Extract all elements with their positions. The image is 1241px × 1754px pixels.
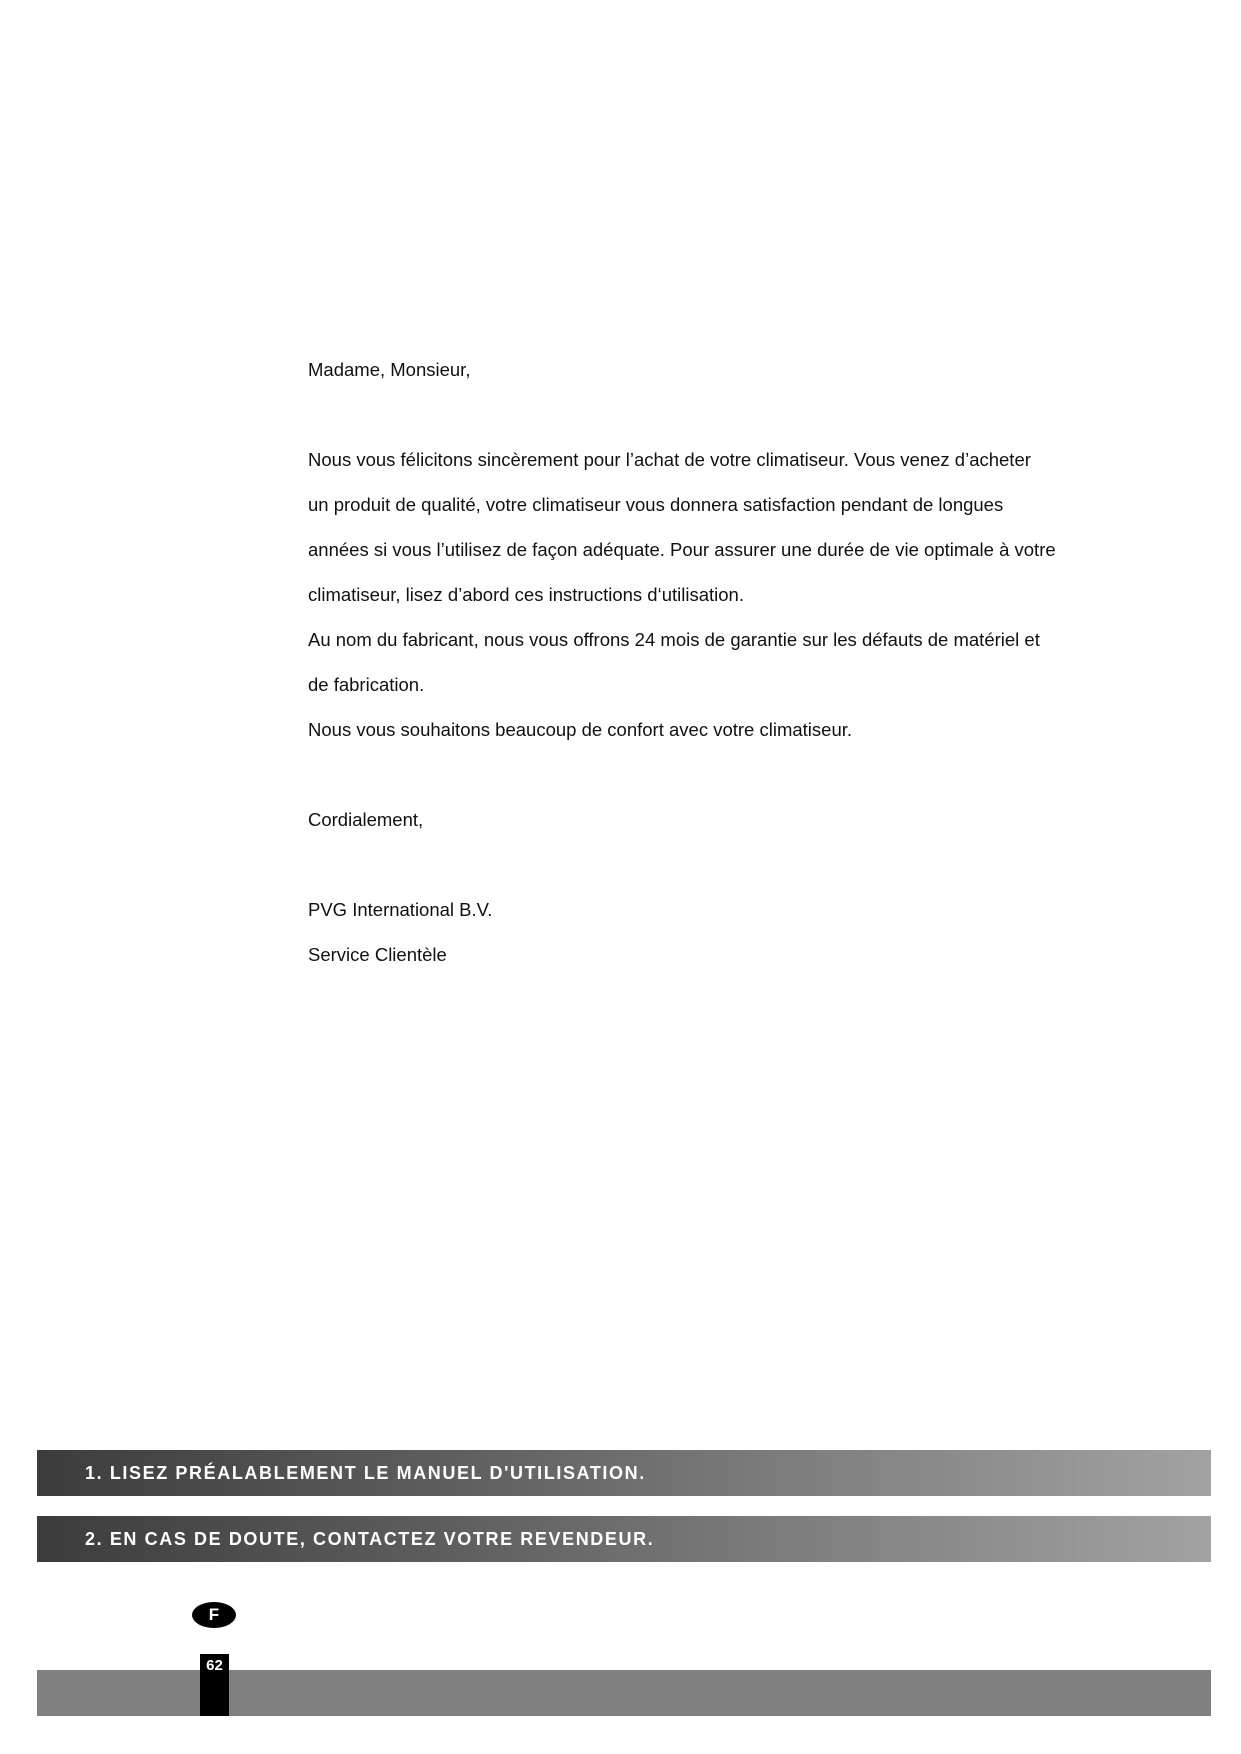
body-line-7: Nous vous souhaitons beaucoup de confort avec votre climatiseur. <box>308 719 853 740</box>
closing: Cordialement, <box>308 809 424 830</box>
department: Service Clientèle <box>308 944 447 965</box>
company-name: PVG International B.V. <box>308 899 493 920</box>
body-line-5: Au nom du fabricant, nous vous offrons 24 mois de garantie sur les défauts de matériel et <box>308 629 1040 650</box>
page-number: 62 <box>200 1654 229 1716</box>
language-badge: F <box>192 1602 236 1628</box>
body-line-1: Nous vous félicitons sincèrement pour l’achat de votre climatiseur. Vous venez d’acheter <box>308 449 1031 470</box>
salutation: Madame, Monsieur, <box>308 359 471 380</box>
instruction-banner-1: 1. LISEZ PRÉALABLEMENT LE MANUEL D'UTILISATION. <box>37 1450 1211 1496</box>
body-line-6: de fabrication. <box>308 674 425 695</box>
body-line-3: années si vous l’utilisez de façon adéquate. Pour assurer une durée de vie optimale à votre <box>308 539 1056 560</box>
body-line-2: un produit de qualité, votre climatiseur vous donnera satisfaction pendant de longues <box>308 494 1004 515</box>
body-line-4: climatiseur, lisez d’abord ces instructions d‘utilisation. <box>308 584 744 605</box>
instruction-banner-2: 2. EN CAS DE DOUTE, CONTACTEZ VOTRE REVENDEUR. <box>37 1516 1211 1562</box>
